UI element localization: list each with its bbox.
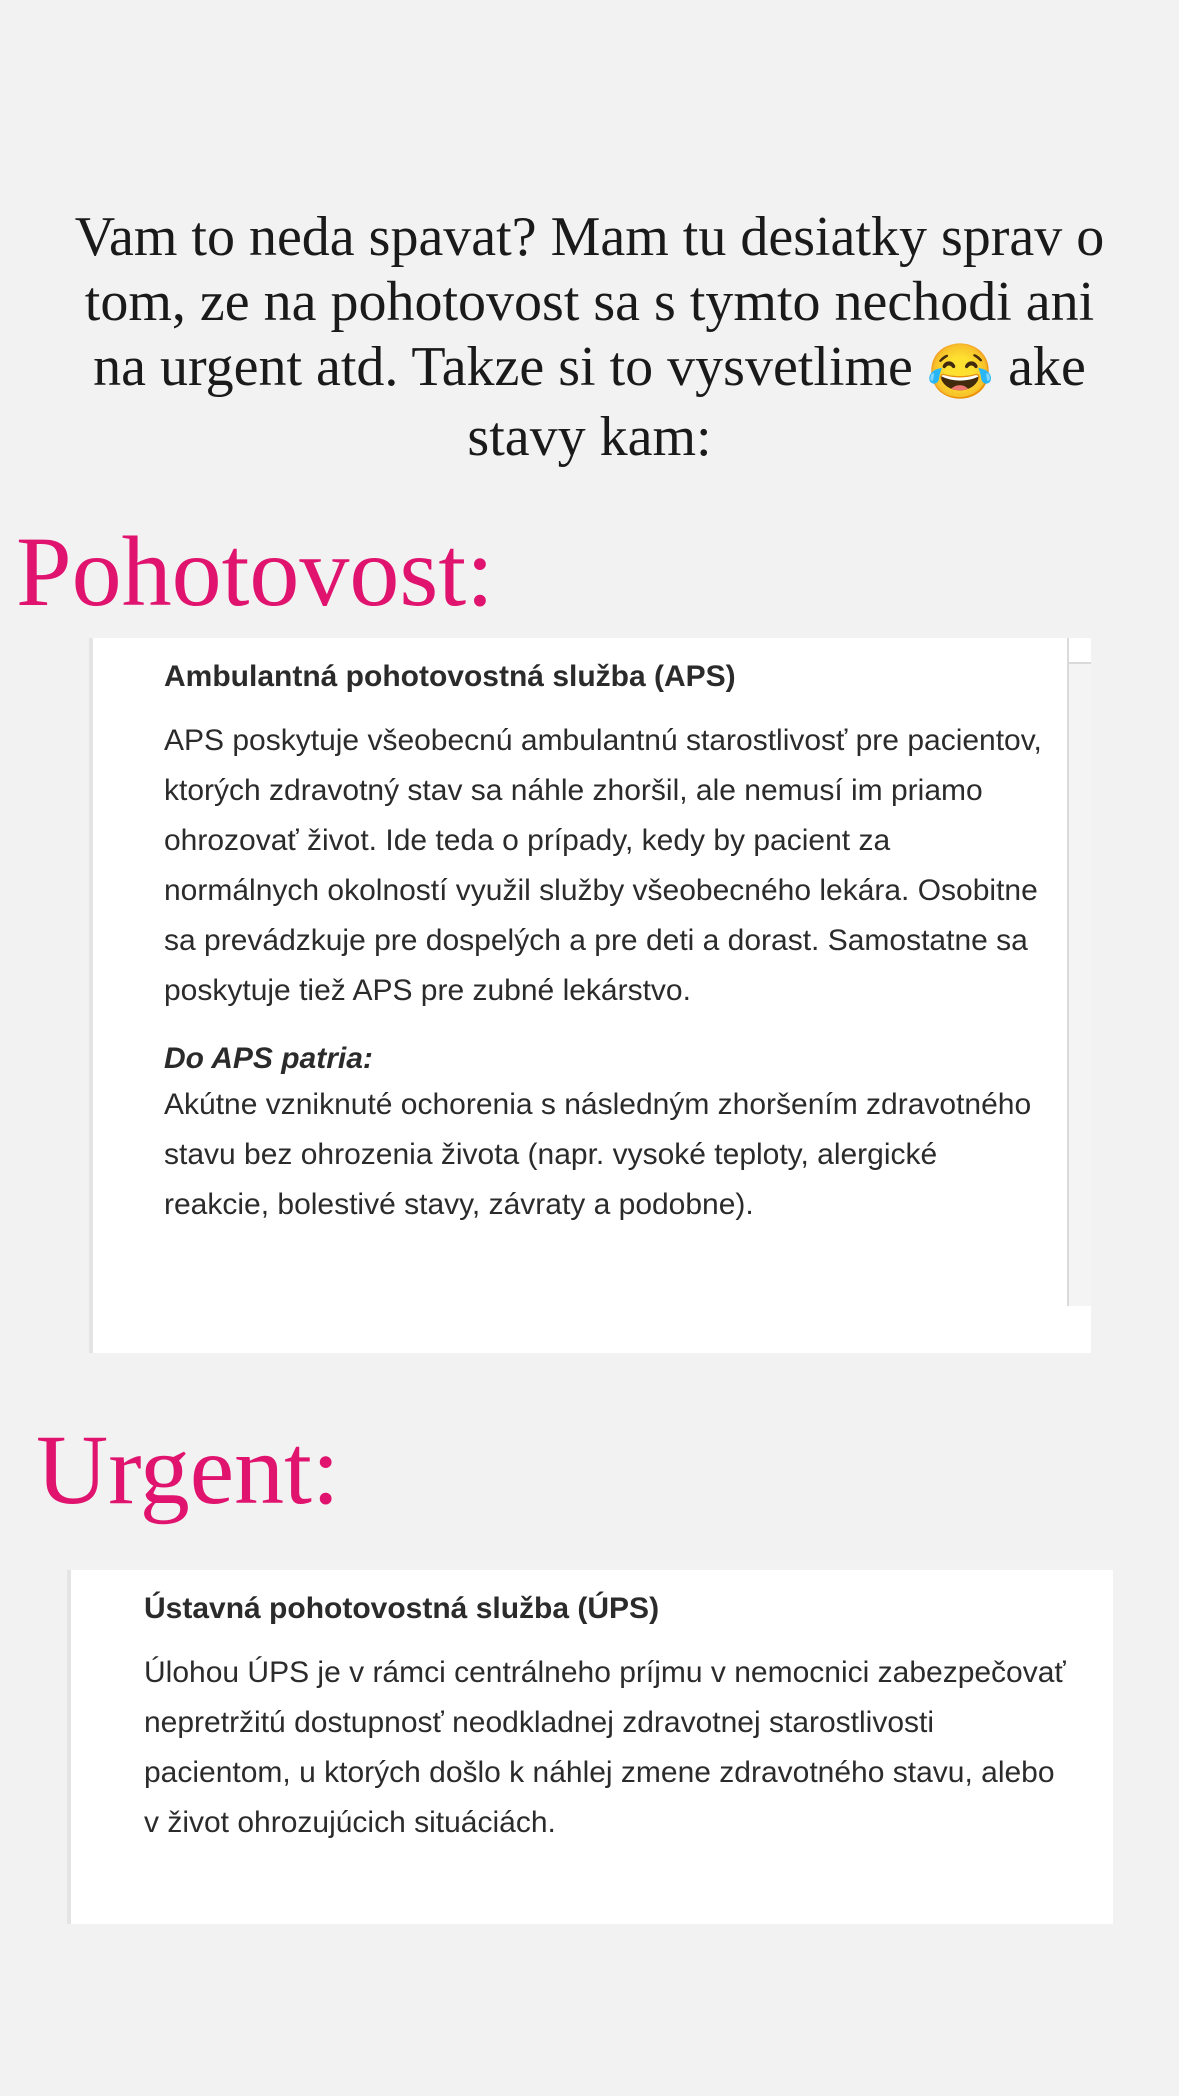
aps-subhead: Do APS patria: [164,1042,373,1075]
pohotovost-heading: Pohotovost: [16,516,494,627]
aps-subhead-body: Akútne vzniknuté ochorenia s následným zhoršením zdravotného stavu bez ohrozenia života (napr. vysoké teploty, alergické reakcie, bolestivé stavy, závraty a podobne). [164,1088,1032,1221]
aps-card-title: Ambulantná pohotovostná služba (APS) [164,660,736,693]
ups-card-content [144,1588,1074,1848]
story-caption [60,205,1119,470]
ups-screenshot-card [67,1570,1113,1924]
aps-card-content [164,656,1044,1230]
ups-card-body: Úlohou ÚPS je v rámci centrálneho príjmu v nemocnici zabezpečovať nepretržitú dostupnosť neodkladnej zdravotnej starostlivosti pacientom, u ktorých došlo k náhlej zmene zdravotného stavu, alebo v život ohrozujúcich situáciách. [144,1656,1066,1839]
urgent-heading: Urgent: [36,1414,340,1525]
scrollbar-top-cap [1067,638,1091,664]
scrollbar-track [1067,664,1091,1306]
caption-text-end: ake stavy kam: [467,336,1086,468]
laughing-crying-emoji-icon: 😂 [926,341,995,402]
caption-text-start: Vam to neda spavat? Mam tu desiatky sprav o tom, ze na pohotovost sa s tymto nechodi ani na urgent atd. Takze si to vysvetlime [74,206,1105,398]
ups-card-title: Ústavná pohotovostná služba (ÚPS) [144,1592,660,1625]
aps-card-body: APS poskytuje všeobecnú ambulantnú starostlivosť pre pacientov, ktorých zdravotný stav sa náhle zhoršil, ale nemusí im priamo ohrozovať život. Ide teda o prípady, kedy by pacient za normálnych okolností využil služby všeobecného lekára. Osobitne sa prevádzkuje pre dospelých a pre deti a dorast. Samostatne sa poskytuje tiež APS pre zubné lekárstvo. [164,724,1042,1007]
aps-screenshot-card [89,638,1091,1353]
